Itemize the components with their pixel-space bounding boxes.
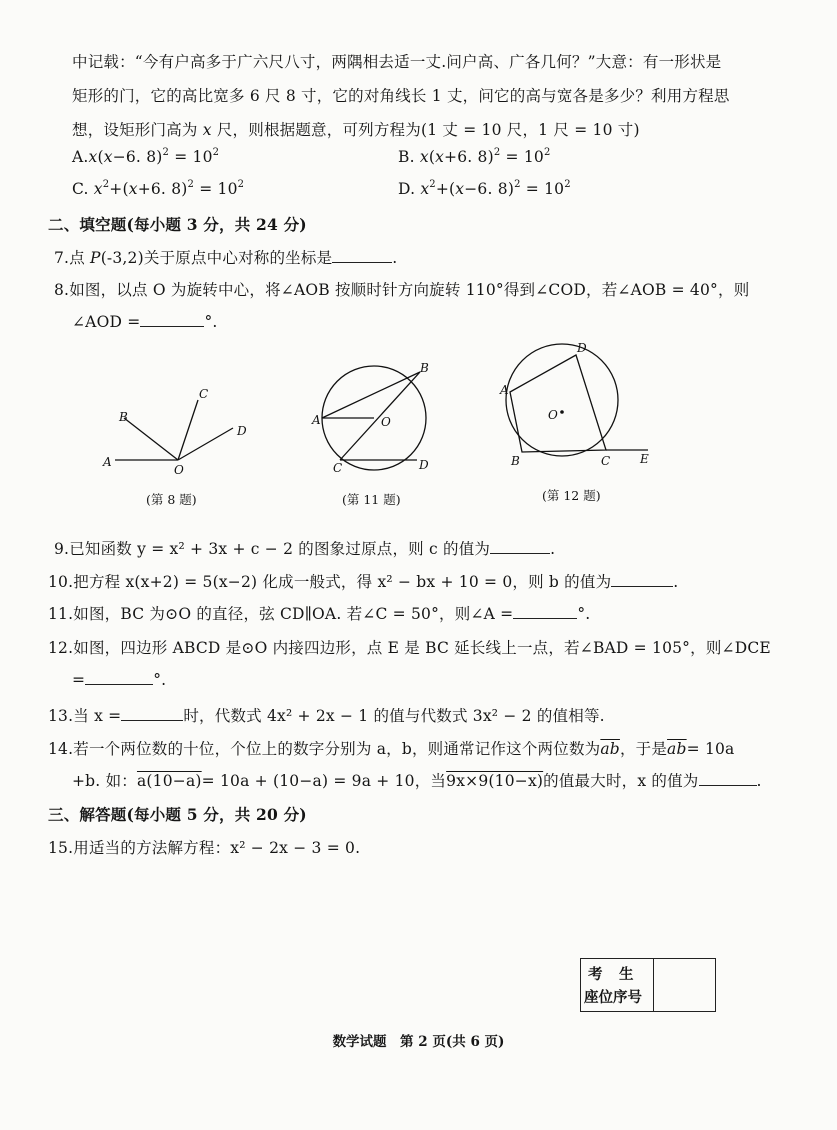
- fig12-center-dot: [560, 410, 564, 414]
- q6-line1: 中记载：“今有户高多于广六尺八寸，两隅相去适一丈.问户高、广各几何？”大意：有一形状是: [72, 53, 722, 71]
- q6-option-b: B. x(x+6. $8)^2 = 10^2$: [398, 147, 551, 166]
- q9: 9.已知函数 y = x² + 3x + c − 2 的图象过原点，则 c 的值为 .: [54, 540, 556, 558]
- fig12-label-a: A: [500, 383, 509, 397]
- q12-line1: 12.如图，四边形 ABCD 是⊙O 内接四边形，点 E 是 BC 延长线上一点，若∠BAD = 105°，则∠DCE: [48, 639, 771, 657]
- seat-box-divider: [653, 959, 654, 1011]
- q15: 15.用适当的方法解方程：x² − 2x − 3 = 0.: [48, 839, 361, 857]
- fig11-label-o: O: [381, 415, 391, 429]
- fig11-diameter-bc: [340, 372, 420, 460]
- fig8-label-o: O: [174, 463, 184, 477]
- q11: 11.如图，BC 为⊙O 的直径，弦 CD∥OA. 若∠C = 50°，则∠A = °.: [48, 605, 591, 623]
- q6-line2: 矩形的门，它的高比宽多 6 尺 8 寸，它的对角线长 1 丈，问它的高与宽各是多少？利用方程思: [72, 87, 730, 105]
- fig8-label-c: C: [199, 387, 209, 401]
- q7: 7.点 P(-3,2)关于原点中心对称的坐标是 .: [54, 249, 398, 267]
- fig12-quadrilateral: [510, 355, 606, 452]
- figure-12: [506, 344, 648, 456]
- fig11-caption: (第 11 题): [342, 492, 401, 507]
- seat-number-box: [580, 958, 716, 1012]
- fig11-label-c: C: [333, 461, 343, 475]
- q10: 10.把方程 x(x+2) = 5(x−2) 化成一般式，得 x² − bx + 10 = 0，则 b 的值为 .: [48, 573, 679, 591]
- fig8-caption: (第 8 题): [146, 492, 197, 507]
- q9-answer-blank[interactable]: [490, 539, 550, 554]
- fig8-label-b: B: [119, 410, 128, 424]
- page-footer: 数学试题 第 2 页(共 6 页): [332, 1034, 505, 1050]
- seat-label-line2: 座位序号: [584, 989, 642, 1006]
- fig12-label-e: E: [640, 452, 649, 466]
- fig12-label-d: D: [577, 341, 587, 355]
- q13-answer-blank[interactable]: [121, 706, 183, 721]
- fig11-chord-ab: [322, 372, 420, 418]
- fig11-label-d: D: [419, 458, 429, 472]
- q6-option-d: D. $x^2+(x-6$. $8)^2 = 10^2$: [398, 179, 571, 198]
- figure-8: [115, 400, 233, 460]
- figure-11: [322, 366, 426, 470]
- fig12-label-c: C: [601, 454, 611, 468]
- q14-line2: +b. 如：a(10−a)= 10a + (10−a) = 9a + 10，当9x×9(10−x)的值最大时，x 的值为 .: [72, 772, 762, 790]
- fig8-label-d: D: [237, 424, 247, 438]
- fig11-label-b: B: [420, 361, 429, 375]
- q10-answer-blank[interactable]: [611, 572, 673, 587]
- seat-label-line1: 考 生: [588, 966, 635, 983]
- section2-title: 二、填空题(每小题 3 分，共 24 分): [48, 215, 307, 234]
- fig12-label-b: B: [511, 454, 520, 468]
- fig12-caption: (第 12 题): [542, 488, 601, 503]
- q6-option-a: A.x(x−6. $8)^2 = 10^2$: [72, 147, 220, 166]
- q12-line2: = °.: [72, 671, 167, 689]
- figures-svg: [0, 0, 837, 520]
- q8-line1: 8.如图，以点 O 为旋转中心，将∠AOB 按顺时针方向旋转 110°得到∠COD，若∠AOB = 40°，则: [54, 281, 750, 299]
- fig12-label-o: O: [548, 408, 558, 422]
- fig12-circle: [506, 344, 618, 456]
- q12-answer-blank[interactable]: [85, 670, 153, 685]
- q11-answer-blank[interactable]: [513, 604, 577, 619]
- fig8-label-a: A: [103, 455, 112, 469]
- fig8-ray-od: [178, 428, 233, 460]
- section3-title: 三、解答题(每小题 5 分，共 20 分): [48, 805, 307, 824]
- q6-line3: 想，设矩形门高为 x 尺，则根据题意，可列方程为(1 丈 = 10 尺，1 尺 = 10 寸): [72, 121, 640, 139]
- fig8-ray-ob: [124, 418, 178, 460]
- q6-option-c: C. $x^2+(x+6$. $8)^2 = 10^2$: [72, 179, 245, 198]
- q13: 13.当 x = 时，代数式 4x² + 2x − 1 的值与代数式 3x² − 2 的值相等.: [48, 707, 605, 725]
- q14-answer-blank[interactable]: [699, 771, 757, 786]
- q14-line1: 14.若一个两位数的十位，个位上的数字分别为 a，b，则通常记作这个两位数为$\overline{ab}$，于是$\overline{ab}= 10a$: [48, 740, 735, 758]
- fig8-ray-oc: [178, 400, 198, 460]
- fig11-label-a: A: [312, 413, 321, 427]
- q8-line2: ∠AOD = °.: [72, 313, 218, 331]
